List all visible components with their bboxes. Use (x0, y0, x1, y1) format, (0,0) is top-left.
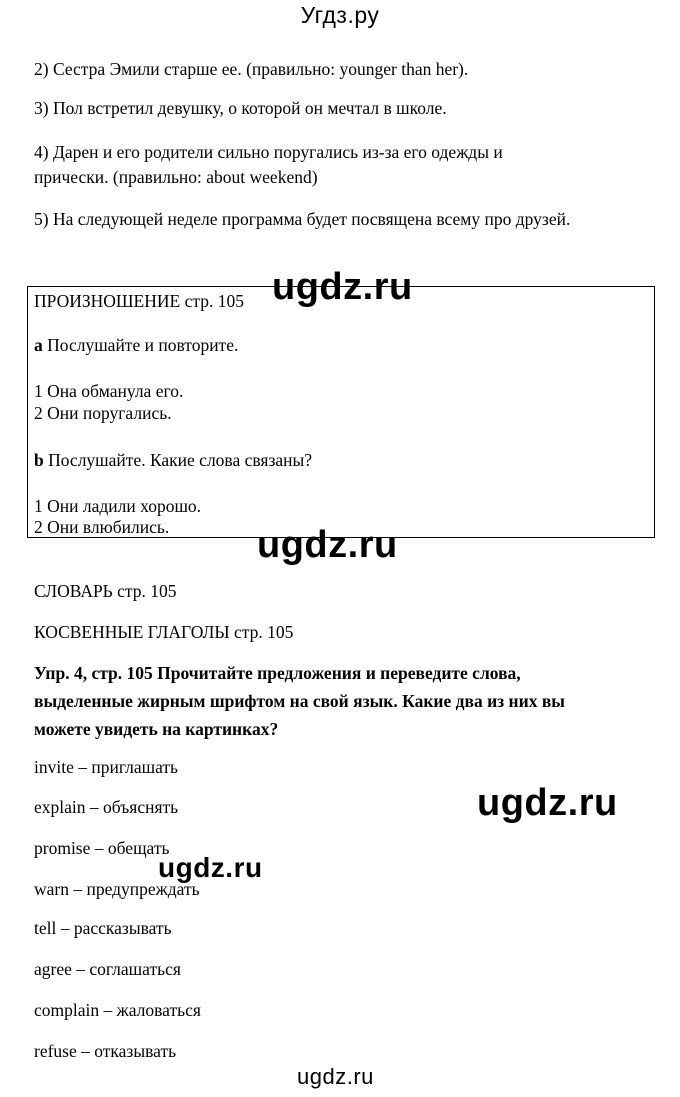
watermark-box-top: ugdz.ru (272, 266, 413, 308)
task-a-text: Послушайте и повторите. (42, 335, 239, 355)
word-item-complain: complain – жаловаться (34, 1000, 201, 1020)
task-b-text: Послушайте. Какие слова связаны? (43, 450, 313, 470)
watermark-middle: ugdz.ru (158, 852, 263, 883)
watermark-footer: ugdz.ru (297, 1064, 374, 1089)
pronunciation-task-b (34, 449, 312, 471)
word-item-warn: warn – предупреждать (34, 879, 200, 899)
word-item-refuse: refuse – отказывать (34, 1041, 177, 1061)
word-item-agree: agree – соглашаться (34, 959, 181, 979)
watermark-right: ugdz.ru (477, 782, 618, 824)
word-item-tell: tell – рассказывать (34, 918, 172, 938)
task-b-item-2: 2 Они влюбились. (34, 517, 170, 537)
translation-line-4-cont: прически. (правильно: about weekend) (34, 167, 318, 187)
task-b-letter: b (34, 450, 44, 470)
vocabulary-heading: СЛОВАРЬ стр. 105 (34, 581, 177, 601)
word-item-explain: explain – объяснять (34, 797, 179, 817)
site-title: Угдз.ру (300, 2, 380, 28)
exercise-line-3: можете увидеть на картинках? (34, 719, 279, 739)
watermark-box-bottom: ugdz.ru (257, 524, 398, 566)
exercise-line-2: выделенные жирным шрифтом на свой язык. Какие два из них вы (34, 691, 565, 711)
translation-line-4: 4) Дарен и его родители сильно поругались из-за его одежды и (34, 142, 503, 162)
task-b-item-1: 1 Они ладили хорошо. (34, 496, 202, 516)
exercise-line-1: Упр. 4, стр. 105 Прочитайте предложения и переведите слова, (34, 663, 521, 683)
translation-line-5: 5) На следующей неделе программа будет посвящена всему про друзей. (34, 209, 571, 229)
task-a-item-1: 1 Она обманула его. (34, 381, 184, 401)
translation-line-2: 2) Сестра Эмили старше ее. (правильно: younger than her). (34, 59, 469, 79)
pronunciation-task-a (34, 334, 238, 356)
word-item-invite: invite – приглашать (34, 757, 179, 777)
word-item-promise: promise – обещать (34, 838, 170, 858)
translation-line-3: 3) Пол встретил девушку, о которой он мечтал в школе. (34, 98, 447, 118)
pronunciation-title: ПРОИЗНОШЕНИЕ стр. 105 (34, 291, 244, 311)
task-a-item-2: 2 Они поругались. (34, 403, 172, 423)
task-a-letter: a (34, 335, 43, 355)
reporting-verbs-heading: КОСВЕННЫЕ ГЛАГОЛЫ стр. 105 (34, 622, 294, 642)
